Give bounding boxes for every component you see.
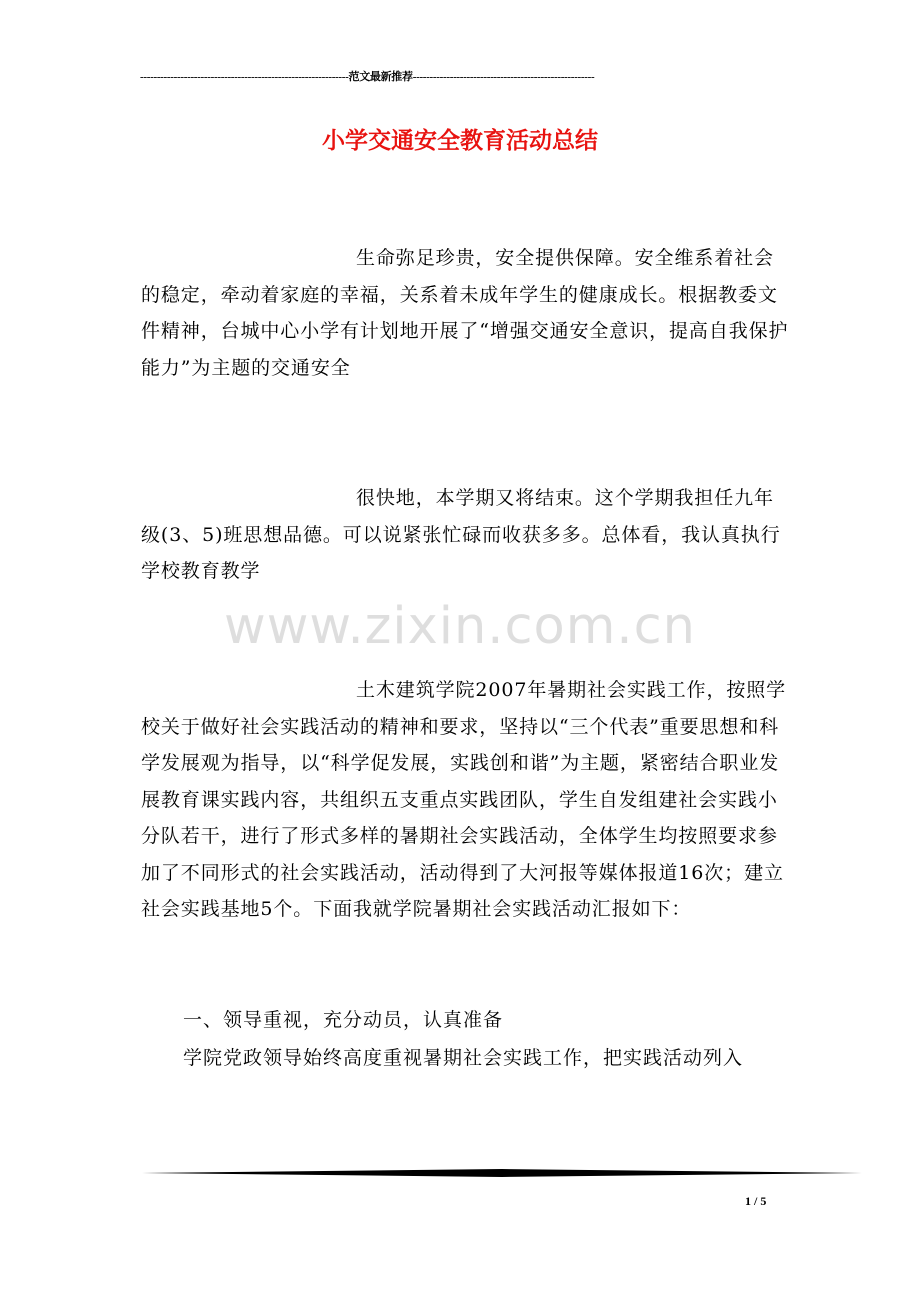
header-banner: --------------------------------------------------------------范文最新推荐------------------------------------------------------ — [140, 71, 595, 83]
paragraph-3-text: 土木建筑学院2007年暑期社会实践工作，按照学校关于做好社会实践活动的精神和要求，坚持以“三个代表”重要思想和科学发展观为指导，以“科学促发展，实践创和谐”为主题，紧密结合职业发展教育课实践内容，共组织五支重点实践团队，学生自发组建社会实践小分队若干，进行了形式多样的暑期社会实践活动，全体学生均按照要求参加了不同形式的社会实践活动，活动得到了大河报等媒体报道16次；建立社会实践基地5个。下面我就学院暑期社会实践活动汇报如下： — [141, 679, 787, 920]
footer-divider — [142, 1168, 862, 1178]
paragraph-3 — [141, 672, 793, 928]
paragraph-1-text: 生命弥足珍贵，安全提供保障。安全维系着社会的稳定，牵动着家庭的幸福，关系着未成年学生的健康成长。根据教委文件精神，台城中心小学有计划地开展了“增强交通安全意识，提高自我保护能力”为主题的交通安全 — [141, 247, 789, 379]
paragraph-2 — [141, 480, 793, 590]
paragraph-2-text: 很快地，本学期又将结束。这个学期我担任九年级(3、5)班思想品德。可以说紧张忙碌而收获多多。总体看，我认真执行学校教育教学 — [141, 487, 781, 582]
document-title: 小学交通安全教育活动总结 — [322, 127, 598, 154]
paragraph-4: 学院党政领导始终高度重视暑期社会实践工作，把实践活动列入 — [183, 1047, 744, 1069]
page-number: 1 / 5 — [745, 1194, 767, 1208]
paragraph-1 — [141, 240, 793, 386]
watermark-text: www.zixin.com.cn — [224, 597, 696, 656]
section-heading: 一、领导重视，充分动员，认真准备 — [183, 1009, 504, 1031]
